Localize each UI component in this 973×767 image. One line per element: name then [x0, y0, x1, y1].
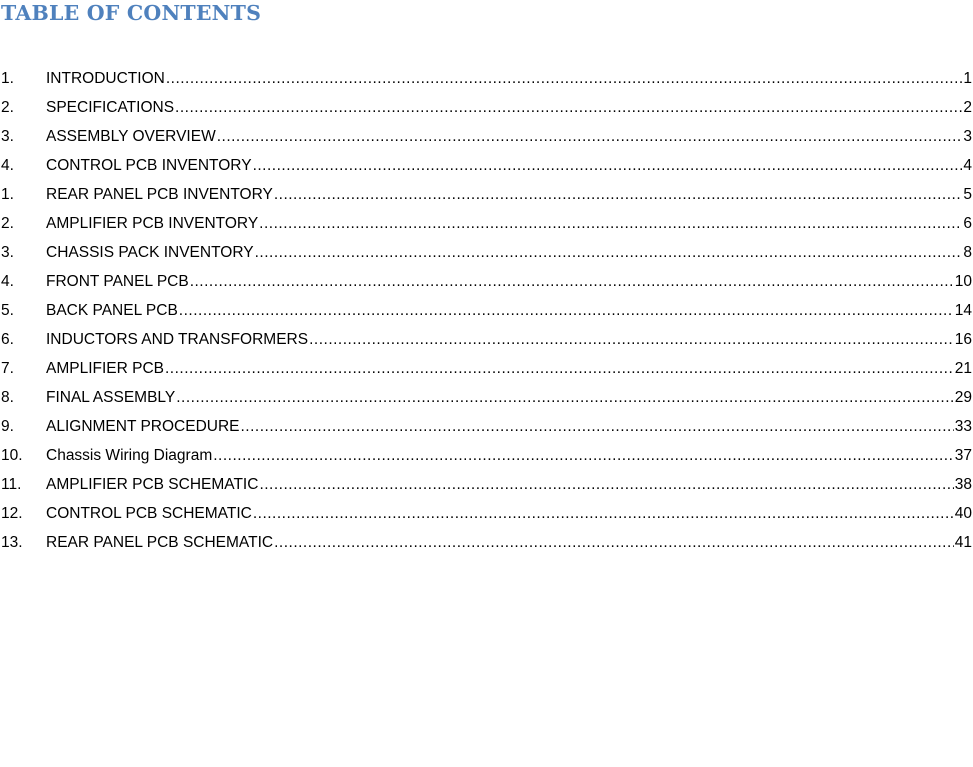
- toc-entry-title[interactable]: INDUCTORS AND TRANSFORMERS: [46, 331, 309, 348]
- toc-entry[interactable]: [1, 93, 972, 122]
- toc-entry-title[interactable]: ASSEMBLY OVERVIEW: [46, 128, 216, 145]
- toc-entry-page: 40: [954, 505, 972, 522]
- toc-entry-number: 12.: [1, 505, 23, 522]
- toc-entry-title[interactable]: Chassis Wiring Diagram: [46, 447, 213, 464]
- toc-entry-page: 6: [963, 215, 972, 232]
- dot-leader: [274, 180, 963, 209]
- toc-entry-page: 1: [963, 70, 972, 87]
- dot-leader: [253, 499, 954, 528]
- toc-entry-title[interactable]: FINAL ASSEMBLY: [46, 389, 176, 406]
- toc-entry[interactable]: [1, 325, 972, 354]
- toc-entry-title[interactable]: REAR PANEL PCB INVENTORY: [46, 186, 273, 203]
- toc-entry-page: 16: [954, 331, 972, 348]
- toc-entry-title[interactable]: ALIGNMENT PROCEDURE: [46, 418, 240, 435]
- toc-heading: TABLE OF CONTENTS: [1, 1, 262, 25]
- toc-entry-number: 11.: [1, 476, 22, 493]
- dot-leader: [259, 470, 953, 499]
- dot-leader: [274, 528, 954, 557]
- toc-entry[interactable]: [1, 412, 972, 441]
- toc-entry-number: 4.: [1, 273, 14, 290]
- toc-entry-page: 2: [963, 99, 972, 116]
- dot-leader: [241, 412, 954, 441]
- toc-entry-number: 10.: [1, 447, 23, 464]
- toc-entry-number: 3.: [1, 128, 14, 145]
- dot-leader: [213, 441, 954, 470]
- toc-entry[interactable]: [1, 209, 972, 238]
- toc-entry-number: 1.: [1, 70, 14, 87]
- dot-leader: [176, 383, 954, 412]
- toc-entry-title[interactable]: REAR PANEL PCB SCHEMATIC: [46, 534, 274, 551]
- toc-entry-title[interactable]: AMPLIFIER PCB: [46, 360, 164, 377]
- dot-leader: [253, 151, 963, 180]
- toc-entry-title[interactable]: CONTROL PCB INVENTORY: [46, 157, 252, 174]
- toc-entry-title[interactable]: FRONT PANEL PCB: [46, 273, 189, 290]
- toc-entry-page: 33: [954, 418, 972, 435]
- dot-leader: [255, 238, 963, 267]
- toc-entry-number: 9.: [1, 418, 14, 435]
- toc-entry-title[interactable]: INTRODUCTION: [46, 70, 165, 87]
- toc-entry[interactable]: [1, 470, 972, 499]
- toc-entry[interactable]: [1, 180, 972, 209]
- toc-entry[interactable]: [1, 354, 972, 383]
- toc-entry[interactable]: [1, 64, 972, 93]
- toc-entry-page: 21: [954, 360, 972, 377]
- toc-entry-number: 2.: [1, 99, 14, 116]
- toc-entry-page: 8: [963, 244, 972, 261]
- toc-entry[interactable]: [1, 122, 972, 151]
- toc-entry-number: 7.: [1, 360, 14, 377]
- toc-entry[interactable]: [1, 267, 972, 296]
- toc-entry-title[interactable]: AMPLIFIER PCB SCHEMATIC: [46, 476, 259, 493]
- toc-entry-title[interactable]: AMPLIFIER PCB INVENTORY: [46, 215, 259, 232]
- toc-entry-number: 2.: [1, 215, 14, 232]
- dot-leader: [175, 93, 962, 122]
- toc-entry-number: 1.: [1, 186, 14, 203]
- toc-entry-title[interactable]: SPECIFICATIONS: [46, 99, 175, 116]
- toc-entry-title[interactable]: CONTROL PCB SCHEMATIC: [46, 505, 252, 522]
- toc-entry-page: 41: [954, 534, 972, 551]
- dot-leader: [217, 122, 963, 151]
- toc-entry[interactable]: [1, 528, 972, 557]
- toc-entry-page: 14: [954, 302, 972, 319]
- dot-leader: [190, 267, 954, 296]
- dot-leader: [309, 325, 954, 354]
- toc-entry-page: 10: [954, 273, 972, 290]
- toc-entry[interactable]: [1, 383, 972, 412]
- toc-entry[interactable]: [1, 441, 972, 470]
- dot-leader: [166, 64, 963, 93]
- toc-entry-page: 37: [954, 447, 972, 464]
- toc-entry-page: 4: [963, 157, 972, 174]
- toc-entry-number: 4.: [1, 157, 14, 174]
- toc-entry-number: 3.: [1, 244, 14, 261]
- toc-entry-page: 3: [963, 128, 972, 145]
- toc-entry[interactable]: [1, 296, 972, 325]
- toc-list: [1, 64, 972, 557]
- dot-leader: [259, 209, 962, 238]
- dot-leader: [165, 354, 954, 383]
- toc-entry-number: 5.: [1, 302, 14, 319]
- toc-entry[interactable]: [1, 238, 972, 267]
- toc-entry-number: 8.: [1, 389, 14, 406]
- toc-entry-title[interactable]: BACK PANEL PCB: [46, 302, 178, 319]
- toc-entry-title[interactable]: CHASSIS PACK INVENTORY: [46, 244, 254, 261]
- toc-entry-number: 13.: [1, 534, 23, 551]
- toc-entry-page: 29: [954, 389, 972, 406]
- toc-entry-number: 6.: [1, 331, 14, 348]
- toc-entry[interactable]: [1, 151, 972, 180]
- toc-entry-page: 38: [954, 476, 972, 493]
- toc-entry-page: 5: [963, 186, 972, 203]
- toc-entry[interactable]: [1, 499, 972, 528]
- dot-leader: [179, 296, 954, 325]
